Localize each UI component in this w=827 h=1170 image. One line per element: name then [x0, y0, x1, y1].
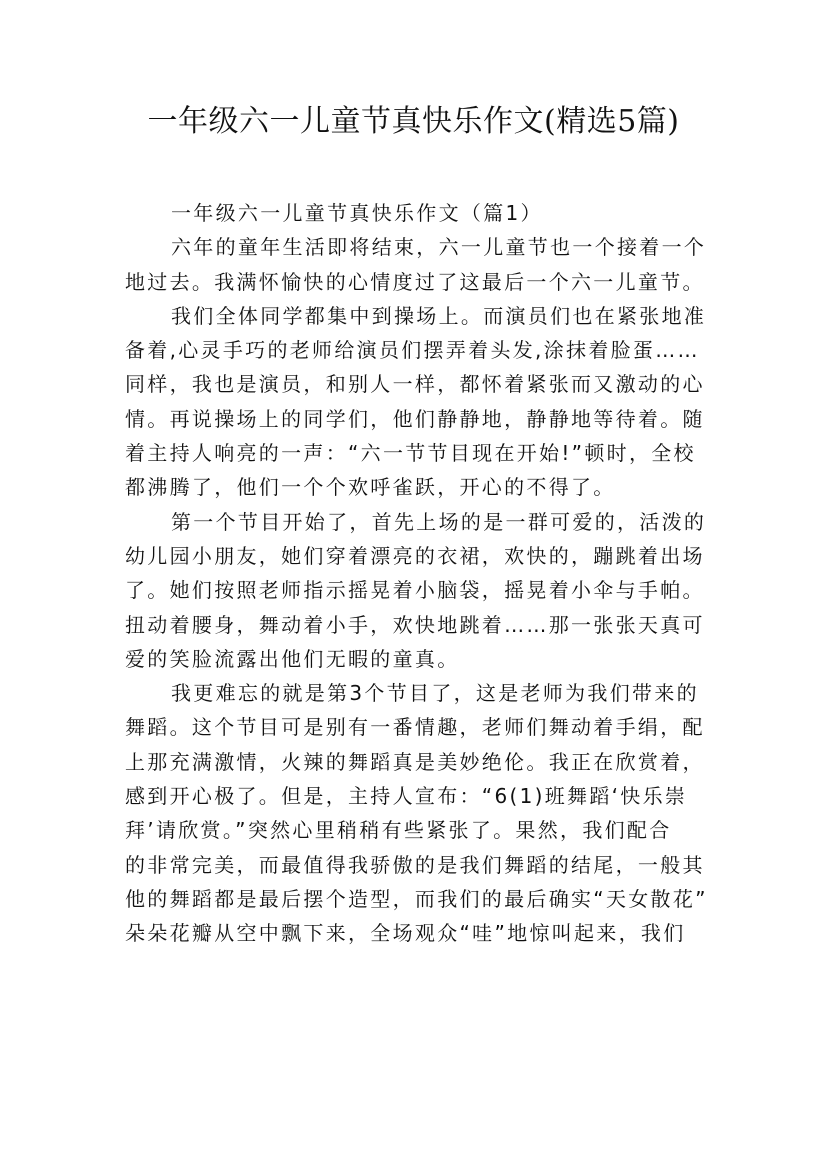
text-line: 了。她们按照老师指示摇晃着小脑袋，摇晃着小伞与手帕。	[125, 578, 705, 603]
text-line: 的非常完美，而最值得我骄傲的是我们舞蹈的结尾，一般其	[125, 852, 705, 877]
text-line: 备着,心灵手巧的老师给演员们摆弄着头发,涂抹着脸蛋……	[125, 338, 700, 363]
text-line: 朵朵花瓣从空中飘下来，全场观众“哇”地惊叫起来，我们	[125, 921, 686, 946]
document-title: 一年级六一儿童节真快乐作文(精选5篇)	[147, 104, 680, 139]
text-line: 六年的童年生活即将结束，六一儿童节也一个接着一个	[171, 235, 707, 260]
text-line: 我们全体同学都集中到操场上。而演员们也在紧张地准	[171, 303, 707, 328]
text-line: 幼儿园小朋友，她们穿着漂亮的衣裙，欢快的，蹦跳着出场	[125, 543, 705, 568]
text-line: 拜’请欣赏。”突然心里稍稍有些紧张了。果然，我们配合	[125, 818, 672, 843]
text-line: 感到开心极了。但是，主持人宣布：“6(1)班舞蹈‘快乐崇	[125, 784, 688, 809]
text-line: 第一个节目开始了，首先上场的是一群可爱的，活泼的	[171, 509, 707, 534]
text-line: 我更难忘的就是第3个节目了，这是老师为我们带来的	[171, 681, 699, 706]
document-body	[125, 196, 708, 951]
text-line: 情。再说操场上的同学们，他们静静地，静静地等待着。随	[125, 406, 705, 431]
text-line: 扭动着腰身，舞动着小手，欢快地跳着……那一张张天真可	[125, 612, 705, 637]
text-line: 同样，我也是演员，和别人一样，都怀着紧张而又激动的心	[125, 372, 705, 397]
text-line: 都沸腾了，他们一个个欢呼雀跃，开心的不得了。	[125, 475, 616, 500]
text-line: 地过去。我满怀愉快的心情度过了这最后一个六一儿童节。	[125, 269, 705, 294]
text-line: 他的舞蹈都是最后摆个造型，而我们的最后确实“天女散花”	[125, 886, 708, 911]
text-line: 着主持人响亮的一声：“六一节节目现在开始!”顿时，全校	[125, 441, 696, 466]
text-line: 上那充满激情，火辣的舞蹈真是美妙绝伦。我正在欣赏着，	[125, 749, 705, 774]
text-line: 一年级六一儿童节真快乐作文（篇1）	[171, 201, 543, 225]
text-line: 爱的笑脸流露出他们无暇的童真。	[125, 646, 460, 671]
text-line: 舞蹈。这个节目可是别有一番情趣，老师们舞动着手绢，配	[125, 715, 705, 740]
